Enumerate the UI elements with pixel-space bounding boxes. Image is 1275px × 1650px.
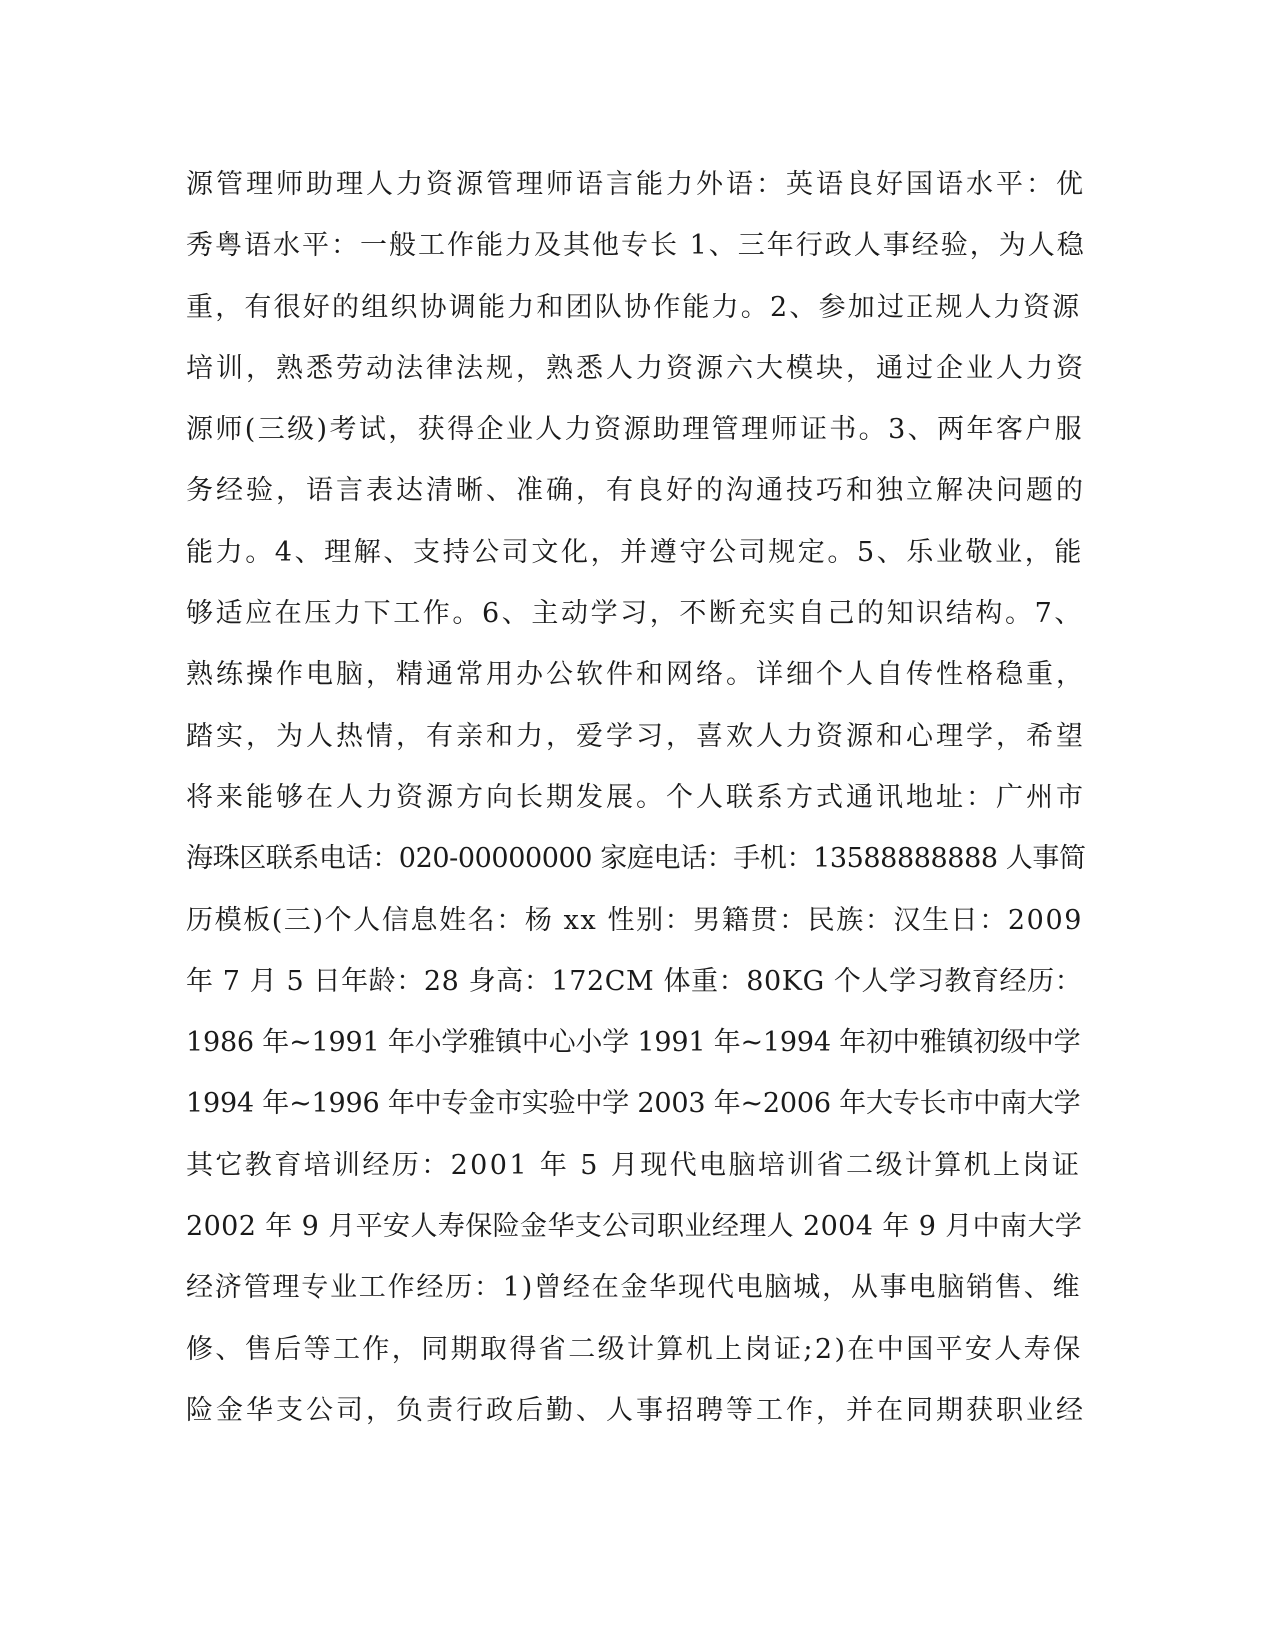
- body-text: [186, 164, 1086, 1451]
- text-line-17: 其它教育培训经历：2001 年 5 月现代电脑培训省二级计算机上岗证: [186, 1149, 1082, 1181]
- text-line-6: 务经验，语言表达清晰、准确，有良好的沟通技巧和独立解决问题的: [186, 475, 1086, 507]
- text-line-20: 修、售后等工作，同期取得省二级计算机上岗证;2)在中国平安人寿保: [186, 1333, 1083, 1365]
- text-line-18: 2002 年 9 月平安人寿保险金华支公司职业经理人 2004 年 9 月中南大学: [186, 1211, 1083, 1243]
- text-line-1: 源管理师助理人力资源管理师语言能力外语：英语良好国语水平：优: [186, 169, 1086, 200]
- text-line-13: 历模板(三)个人信息姓名：杨 xx 性别：男籍贯：民族：汉生日：2009: [186, 904, 1083, 936]
- text-line-5: 源师(三级)考试，获得企业人力资源助理管理师证书。3、两年客户服: [186, 414, 1085, 446]
- text-line-19: 经济管理专业工作经历：1)曾经在金华现代电脑城，从事电脑销售、维: [186, 1272, 1082, 1304]
- text-line-3: 重，有很好的组织协调能力和团队协作能力。2、参加过正规人力资源: [186, 291, 1082, 323]
- text-line-12: 海珠区联系电话：020-00000000 家庭电话：手机：13588888888 人事简: [186, 843, 1086, 875]
- text-line-16: 1994 年~1996 年中专金市实验中学 2003 年~2006 年大专长市中南大学: [186, 1088, 1081, 1120]
- text-line-15: 1986 年~1991 年小学雅镇中心小学 1991 年~1994 年初中雅镇初级中学: [186, 1027, 1081, 1059]
- text-line-8: 够适应在压力下工作。6、主动学习，不断充实自己的知识结构。7、: [186, 598, 1084, 630]
- text-line-4: 培训，熟悉劳动法律法规，熟悉人力资源六大模块，通过企业人力资: [186, 352, 1086, 384]
- text-line-10: 踏实，为人热情，有亲和力，爱学习，喜欢人力资源和心理学，希望: [186, 720, 1086, 752]
- text-line-21: 险金华支公司，负责行政后勤、人事招聘等工作，并在同期获职业经: [186, 1394, 1086, 1426]
- text-line-7: 能力。4、理解、支持公司文化，并遵守公司规定。5、乐业敬业，能: [186, 536, 1084, 568]
- text-line-11: 将来能够在人力资源方向长期发展。个人联系方式通讯地址：广州市: [186, 781, 1086, 813]
- text-line-14: 年 7 月 5 日年龄：28 身高：172CM 体重：80KG 个人学习教育经历：: [186, 965, 1083, 997]
- text-line-9: 熟练操作电脑，精通常用办公软件和网络。详细个人自传性格稳重，: [186, 659, 1086, 691]
- text-line-2: 秀粤语水平：一般工作能力及其他专长 1、三年行政人事经验，为人稳: [186, 230, 1086, 262]
